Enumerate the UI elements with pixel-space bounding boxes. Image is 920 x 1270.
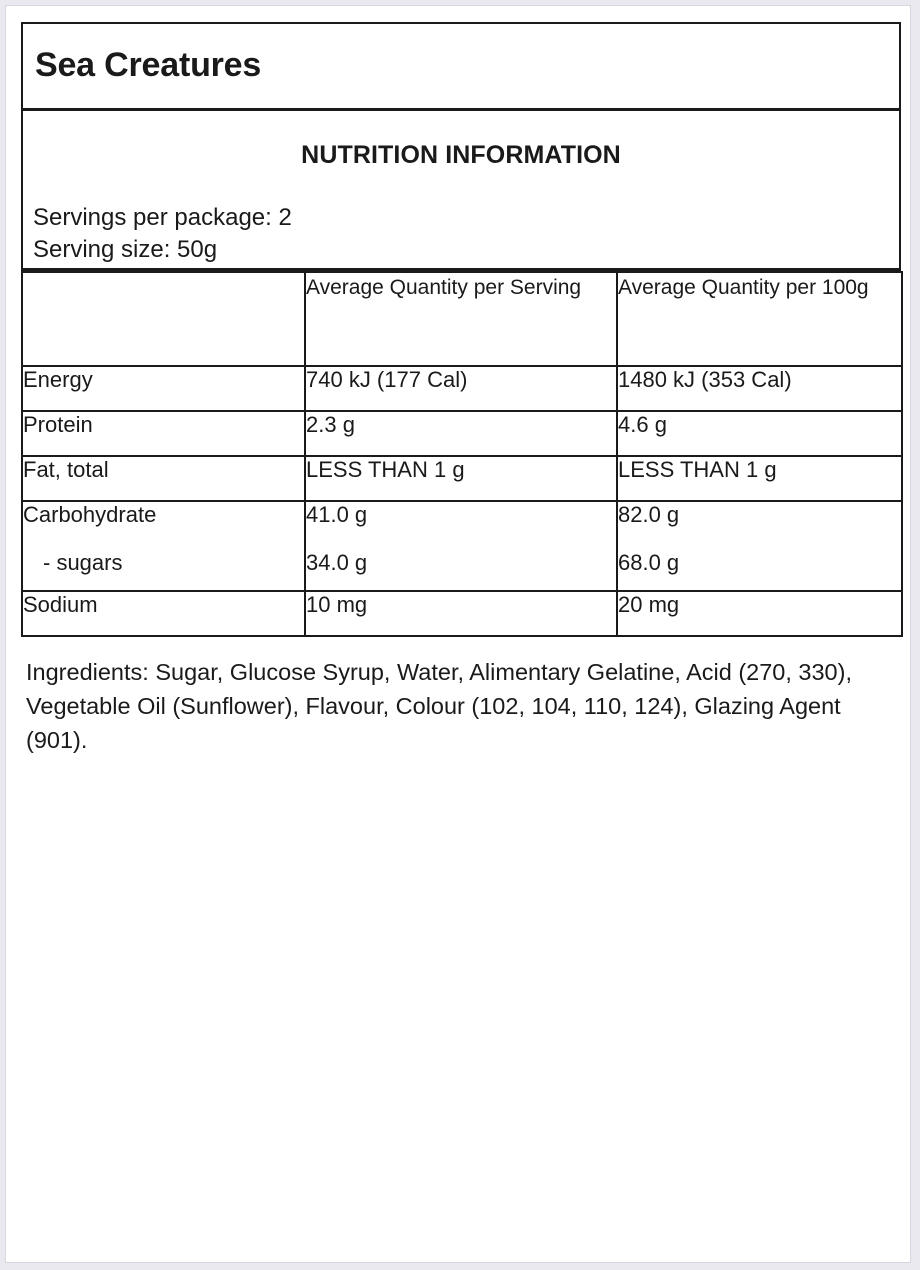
nutrient-per-100g: 82.0 g: [618, 502, 680, 527]
nutrient-sub-per-100g: 68.0 g: [618, 550, 680, 576]
column-header-per-100g: Average Quantity per 100g: [617, 272, 902, 366]
servings-info: [33, 202, 292, 265]
nutrient-sub-per-serving: 34.0 g: [306, 550, 368, 576]
product-title-block: [21, 22, 901, 111]
table-row: [22, 411, 902, 456]
nutrient-per-serving: 2.3 g: [305, 411, 617, 456]
column-header-nutrient: [22, 272, 305, 366]
nutrient-name-group: [22, 501, 305, 591]
nutrition-panel: [21, 22, 901, 637]
nutrient-name: Fat, total: [22, 456, 305, 501]
nutrient-name: Carbohydrate: [23, 502, 157, 527]
table-row: [22, 501, 902, 591]
nutrition-information-heading: NUTRITION INFORMATION: [301, 141, 621, 169]
column-header-per-serving: Average Quantity per Serving: [305, 272, 617, 366]
nutrient-per-100g: 4.6 g: [617, 411, 902, 456]
nutrient-per-100g: LESS THAN 1 g: [617, 456, 902, 501]
table-header-row: [22, 272, 902, 366]
nutrient-per-serving: 10 mg: [305, 591, 617, 636]
table-row: [22, 591, 902, 636]
servings-per-package: Servings per package: 2: [33, 204, 292, 231]
nutrient-name: Protein: [22, 411, 305, 456]
table-row: [22, 456, 902, 501]
nutrient-per-100g: 20 mg: [617, 591, 902, 636]
nutrient-per-100g: 1480 kJ (353 Cal): [617, 366, 902, 411]
nutrition-info-header-block: [21, 111, 901, 271]
nutrient-per-serving: LESS THAN 1 g: [305, 456, 617, 501]
label-page: [5, 5, 911, 1263]
nutrient-name: Energy: [22, 366, 305, 411]
nutrient-per-serving: 740 kJ (177 Cal): [305, 366, 617, 411]
nutrient-per-100g-group: [617, 501, 902, 591]
product-title: Sea Creatures: [35, 46, 262, 85]
ingredients-statement: Ingredients: Sugar, Glucose Syrup, Water, Alimentary Gelatine, Acid (270, 330), Vegetable Oil (Sunflower), Flavour, Colour (102, 104, 110, 124), Glazing Agent (901).: [26, 659, 852, 754]
nutrition-table: [21, 271, 903, 637]
nutrient-per-serving: 41.0 g: [306, 502, 368, 527]
nutrient-per-serving-group: [305, 501, 617, 591]
table-row: [22, 366, 902, 411]
nutrient-name: Sodium: [22, 591, 305, 636]
nutrient-sub-name: - sugars: [43, 550, 123, 576]
serving-size: Serving size: 50g: [33, 235, 218, 263]
